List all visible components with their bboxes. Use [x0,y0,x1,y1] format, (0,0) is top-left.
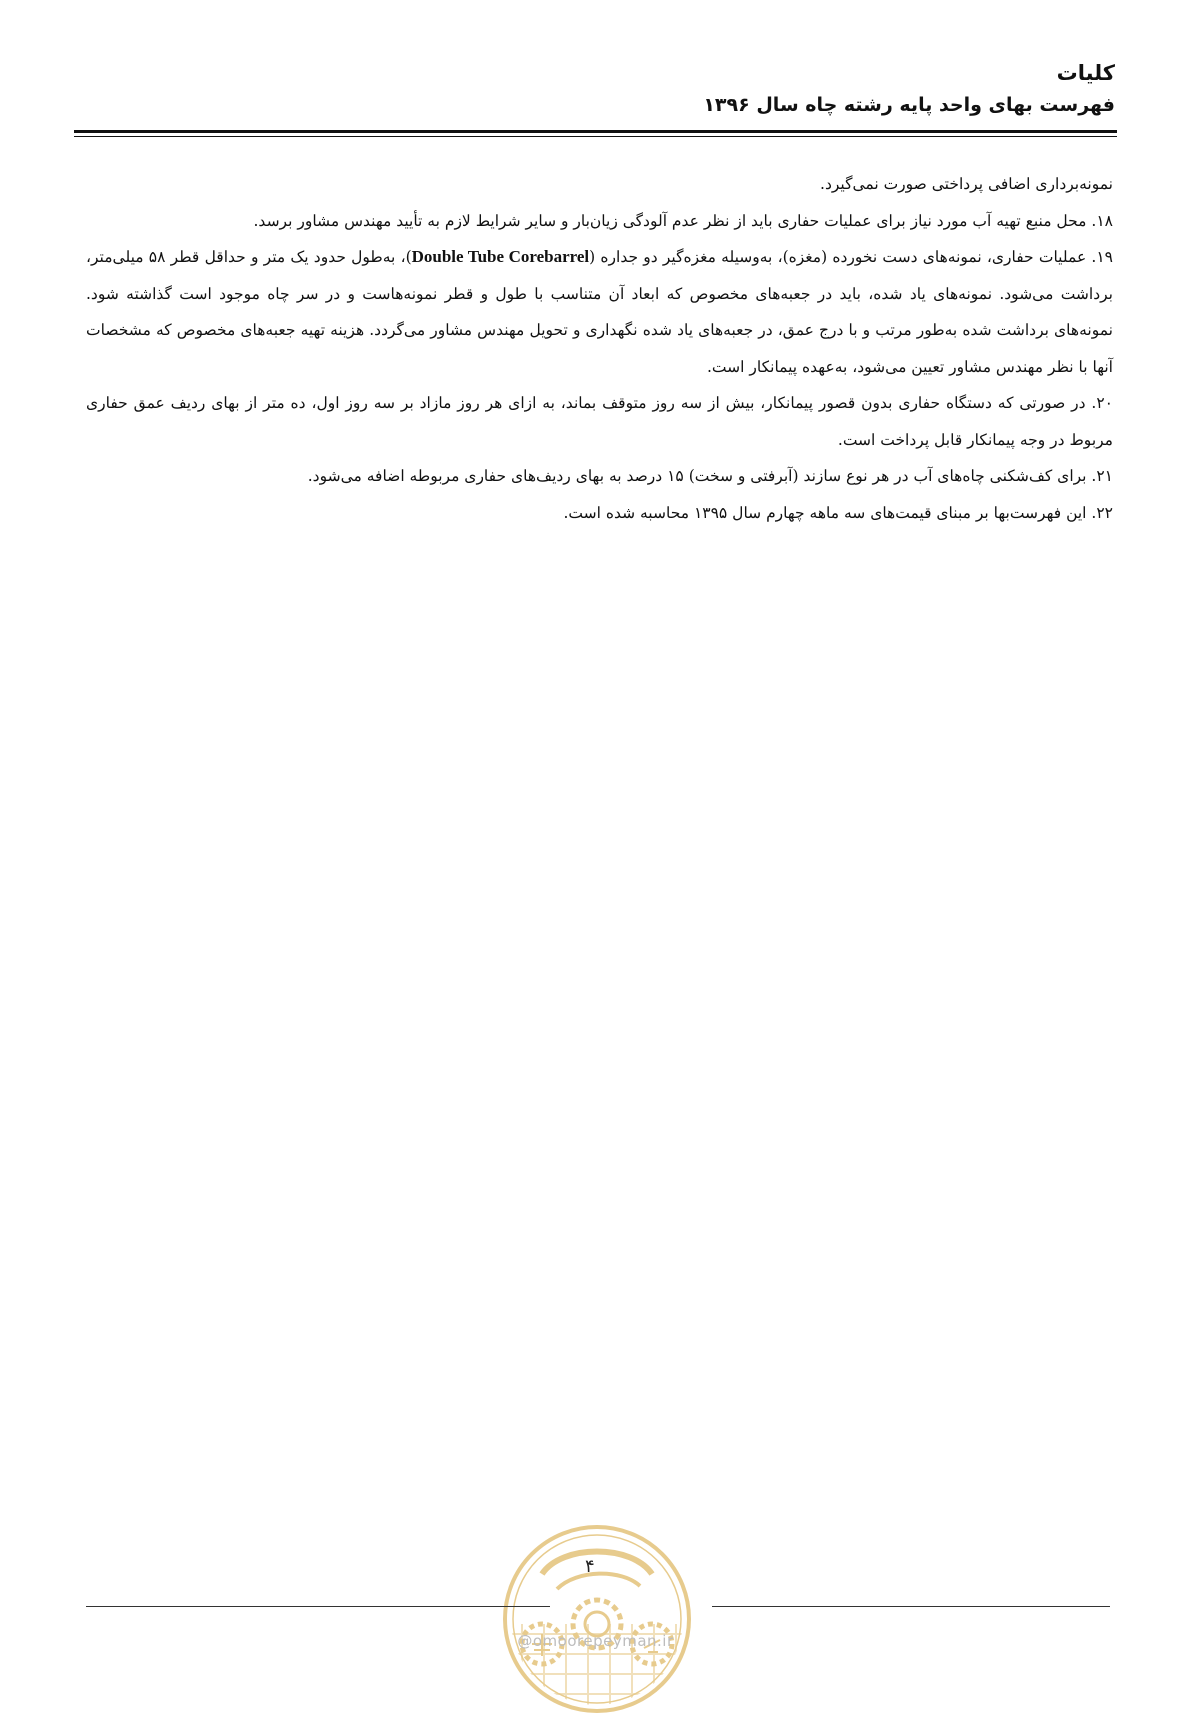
watermark-seal-icon [482,1504,712,1734]
paragraph-continuation: نمونه‌برداری اضافی پرداختی صورت نمی‌گیرد. [820,175,1113,193]
paragraph-22: ۲۲. این فهرست‌بها بر مبنای قیمت‌های سه ماهه چهارم سال ۱۳۹۵ محاسبه شده است. [563,503,1113,522]
header-rule-thin [74,136,1117,137]
website-url: omoorepeyman.ir [532,1632,674,1650]
footer-rule-left [86,1606,550,1607]
section-title: کلیات [1056,61,1115,85]
corebarrel-term: Double Tube Corebarrel [411,247,590,266]
document-title: فهرست بهای واحد پایه رشته چاه سال ۱۳۹۶ [703,94,1115,116]
document-body [86,166,1113,531]
paragraph-19-end: )، به‌طول حدود یک متر و حداقل قطر ۵۸ میلی‌متر، برداشت می‌شود. نمونه‌های یاد شده، باید در جعبه‌های مخصوص که ابعاد آن متناسب با طول و قطر نمونه‌هاست و در سر چاه موجود است گذاشته شود. نمونه‌های برداشت شده به‌طور مرتب و با درج عمق، در جعبه‌های یاد شده نگهداری و تحویل مهندس مشاور می‌گردد. هزینه تهیه جعبه‌های مخصوص که مشخصات آنها با نظر مهندس مشاور تعیین می‌شود، به‌عهده پیمانکار است. [86,248,1113,376]
paragraph-20: ۲۰. در صورتی که دستگاه حفاری بدون قصور پیمانکار، بیش از سه روز متوقف بماند، به ازای هر روز مازاد بر سه روز اول، ده متر از بهای ردیف عمق حفاری مربوط در وجه پیمانکار قابل پرداخت است. [86,394,1113,449]
page-number: ۴ [585,1556,595,1577]
header-rule-thick [74,130,1117,133]
page-header [703,58,1115,122]
at-sign-icon: @ [517,1632,533,1650]
paragraph-18: ۱۸. محل منبع تهیه آب مورد نیاز برای عملیات حفاری باید از نظر عدم آلودگی زیان‌بار و سایر شرایط لازم به تأیید مهندس مشاور برسد. [253,211,1113,230]
paragraph-21: ۲۱. برای کف‌شکنی چاه‌های آب در هر نوع سازند (آبرفتی و سخت) ۱۵ درصد به بهای ردیف‌های حفاری مربوطه اضافه می‌شود. [307,467,1113,485]
paragraph-19 [86,239,1113,385]
footer-rule-right [712,1606,1110,1607]
website-watermark [0,1632,1191,1650]
paragraph-19-start: ۱۹. عملیات حفاری، نمونه‌های دست نخورده (مغزه)، به‌وسیله مغزه‌گیر دو جداره ( [589,248,1113,266]
